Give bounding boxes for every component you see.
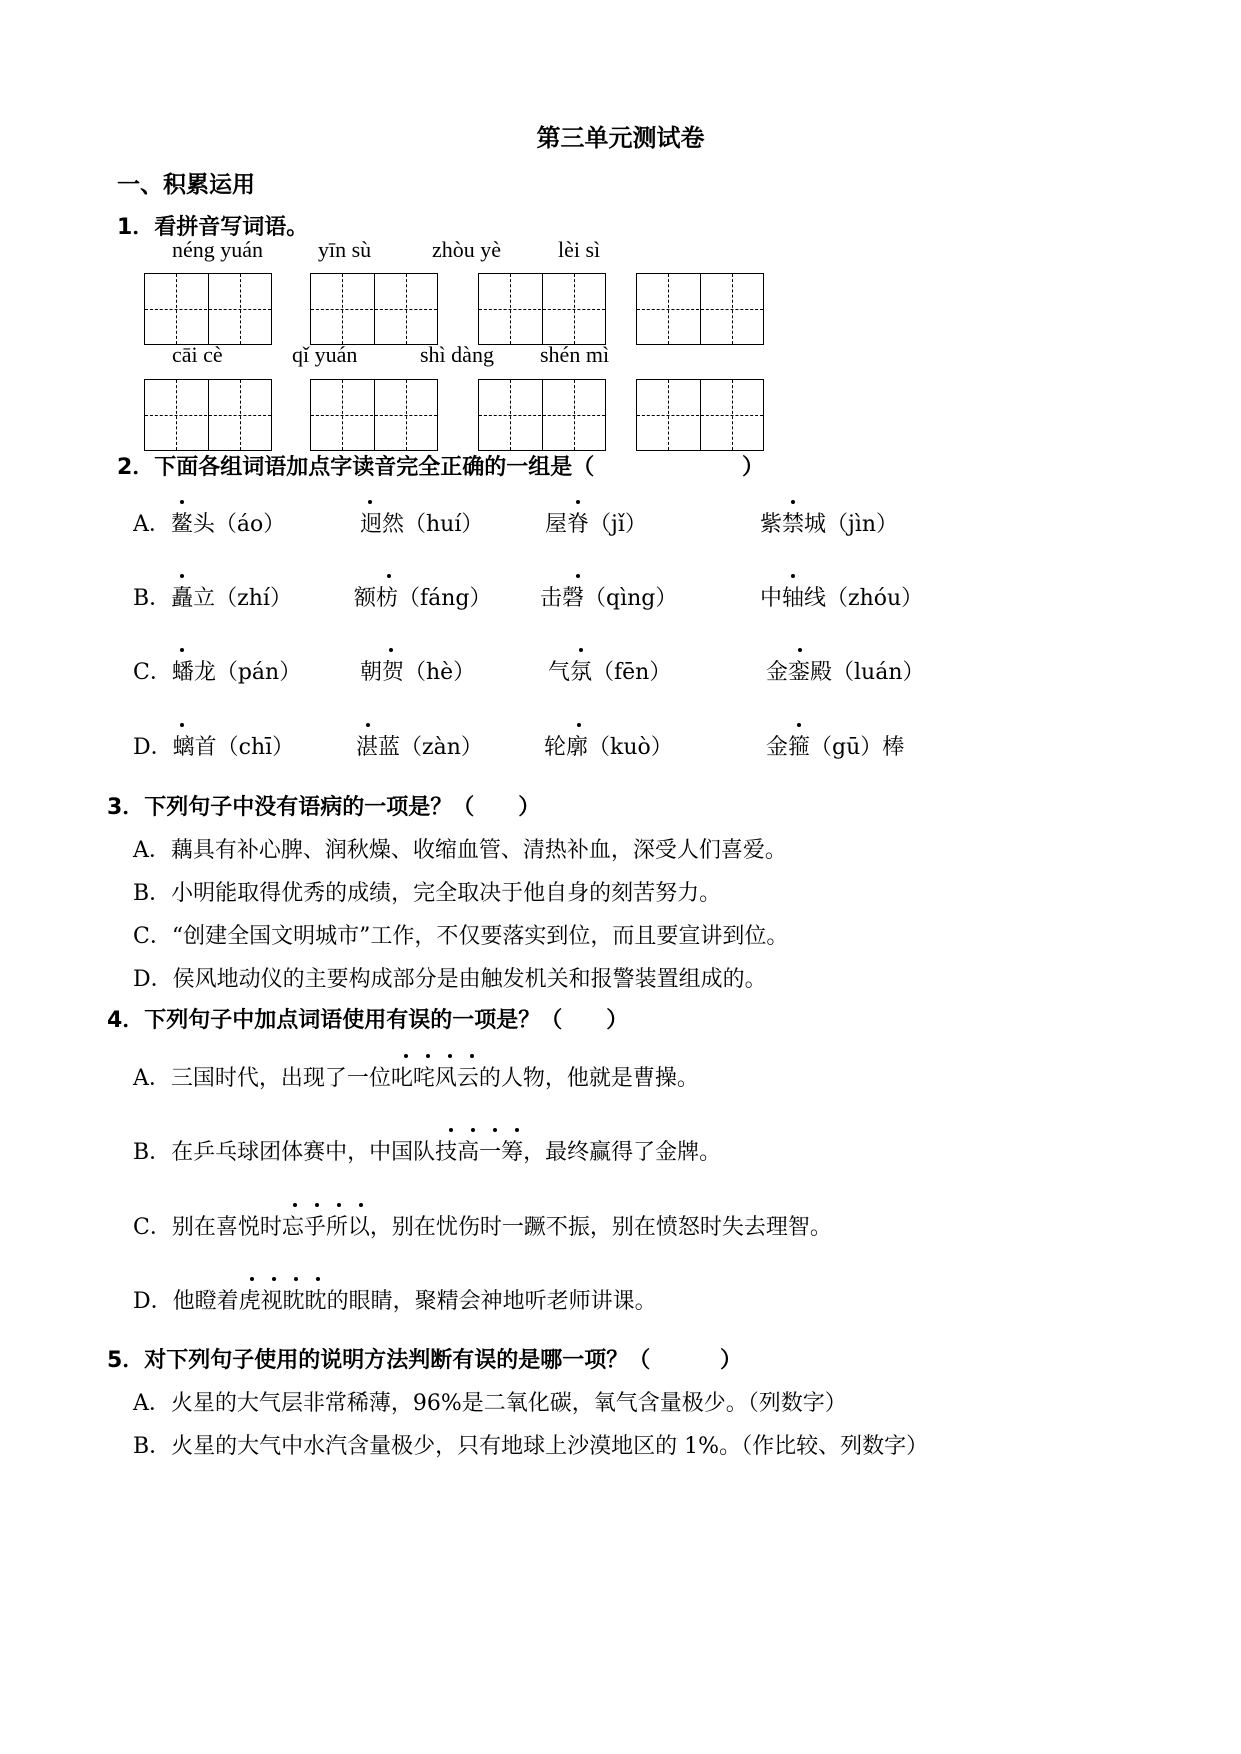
writing-grid[interactable] (636, 273, 764, 345)
emphasis-dot (449, 1128, 453, 1132)
emphasis-dot (359, 1203, 363, 1207)
q2-option-b3: 击磬（qìng） (540, 586, 678, 611)
q2-option-c2: 朝贺（hè） (360, 660, 476, 685)
writing-grid[interactable] (478, 379, 606, 451)
writing-grid[interactable] (636, 379, 764, 451)
q2-option-d3: 轮廓（kuò） (544, 735, 673, 760)
q5-option-a: A．火星的大气层非常稀薄，96%是二氧化碳，氧气含量极少。（列数字） (133, 1391, 847, 1416)
q4-option-a: A．三国时代，出现了一位叱咤风云的人物，他就是曹操。 (133, 1066, 699, 1091)
emphasis-dot (387, 574, 391, 578)
writing-grid[interactable] (144, 379, 272, 451)
q3-prompt: 3．下列句子中没有语病的一项是？（ ） (107, 795, 541, 820)
emphasis-dot (293, 1203, 297, 1207)
q2-option-b1: B．矗立（zhí） (133, 586, 292, 611)
emphasis-dot (404, 1054, 408, 1058)
q2-option-c1: C．蟠龙（pán） (133, 660, 302, 685)
emphasis-dot (337, 1203, 341, 1207)
emphasis-dot (272, 1277, 276, 1281)
writing-grid[interactable] (310, 273, 438, 345)
emphasis-dot (515, 1128, 519, 1132)
q2-option-d1: D．螭首（chī） (133, 735, 295, 760)
pinyin: shén mì (540, 342, 610, 367)
q2-answer-close: ） (742, 455, 765, 480)
q4-option-d: D．他瞪着虎视眈眈的眼睛，聚精会神地听老师讲课。 (133, 1289, 657, 1314)
emphasis-dot (250, 1277, 254, 1281)
pinyin: néng yuán (172, 237, 264, 262)
q2-option-a4: 紫禁城（jìn） (760, 512, 899, 537)
q4-option-b: B．在乒乓球团体赛中，中国队技高一筹，最终赢得了金牌。 (133, 1140, 722, 1165)
emphasis-dot (368, 500, 372, 504)
q2-option-b2: 额枋（fáng） (354, 586, 492, 611)
emphasis-dot (470, 1054, 474, 1058)
emphasis-dot (448, 1054, 452, 1058)
q4-option-c: C．别在喜悦时忘乎所以，别在忧伤时一蹶不振，别在愤怒时失去理智。 (133, 1215, 832, 1240)
emphasis-dot (366, 723, 370, 727)
pinyin: cāi cè (172, 342, 223, 367)
q2-prompt: 2．下面各组词语加点字读音完全正确的一组是（ (117, 455, 595, 480)
emphasis-dot (576, 500, 580, 504)
pinyin: shì dàng (420, 342, 494, 367)
emphasis-dot (493, 1128, 497, 1132)
emphasis-dot (180, 500, 184, 504)
pinyin: lèi sì (558, 237, 601, 262)
q5-option-b: B．火星的大气中水汽含量极少，只有地球上沙漠地区的 1%。（作比较、列数字） (133, 1434, 929, 1459)
q3-option-a: A．藕具有补心脾、润秋燥、收缩血管、清热补血，深受人们喜爱。 (133, 838, 787, 863)
q3-option-c: C．“创建全国文明城市”工作，不仅要落实到位，而且要宣讲到位。 (133, 924, 789, 949)
emphasis-dot (426, 1054, 430, 1058)
q2-option-a3: 屋脊（jǐ） (545, 512, 647, 537)
emphasis-dot (577, 723, 581, 727)
pinyin: qǐ yuán (292, 342, 358, 367)
section-heading: 一、积累运用 (117, 172, 255, 198)
q3-option-d: D．侯风地动仪的主要构成部分是由触发机关和报警装置组成的。 (133, 967, 767, 992)
pinyin: zhòu yè (432, 237, 502, 262)
pinyin: yīn sù (318, 237, 372, 262)
q3-option-b: B．小明能取得优秀的成绩，完全取决于他自身的刻苦努力。 (133, 881, 722, 906)
emphasis-dot (315, 1203, 319, 1207)
q5-prompt: 5．对下列句子使用的说明方法判断有误的是哪一项？（ (107, 1348, 651, 1373)
page-title: 第三单元测试卷 (536, 124, 705, 152)
q4-prompt: 4．下列句子中加点词语使用有误的一项是？（ ） (107, 1008, 629, 1033)
q2-option-a1: A．鳌头（áo） (133, 512, 286, 537)
emphasis-dot (471, 1128, 475, 1132)
emphasis-dot (389, 648, 393, 652)
writing-grid[interactable] (310, 379, 438, 451)
q2-option-b4: 中轴线（zhóu） (760, 586, 924, 611)
q2-option-c4: 金銮殿（luán） (766, 660, 925, 685)
emphasis-dot (791, 500, 795, 504)
emphasis-dot (798, 648, 802, 652)
emphasis-dot (180, 723, 184, 727)
q2-option-c3: 气氛（fēn） (548, 660, 672, 685)
emphasis-dot (180, 574, 184, 578)
emphasis-dot (791, 574, 795, 578)
emphasis-dot (576, 574, 580, 578)
emphasis-dot (294, 1277, 298, 1281)
q1-prompt: 1．看拼音写词语。 (117, 215, 309, 240)
q2-option-a2: 迥然（huí） (360, 512, 484, 537)
q2-option-d2: 湛蓝（zàn） (356, 735, 483, 760)
emphasis-dot (797, 723, 801, 727)
emphasis-dot (579, 648, 583, 652)
writing-grid[interactable] (478, 273, 606, 345)
writing-grid[interactable] (144, 273, 272, 345)
q2-option-d4: 金箍（gū）棒 (766, 735, 905, 760)
emphasis-dot (316, 1277, 320, 1281)
q5-answer-close: ） (720, 1348, 743, 1373)
emphasis-dot (180, 648, 184, 652)
